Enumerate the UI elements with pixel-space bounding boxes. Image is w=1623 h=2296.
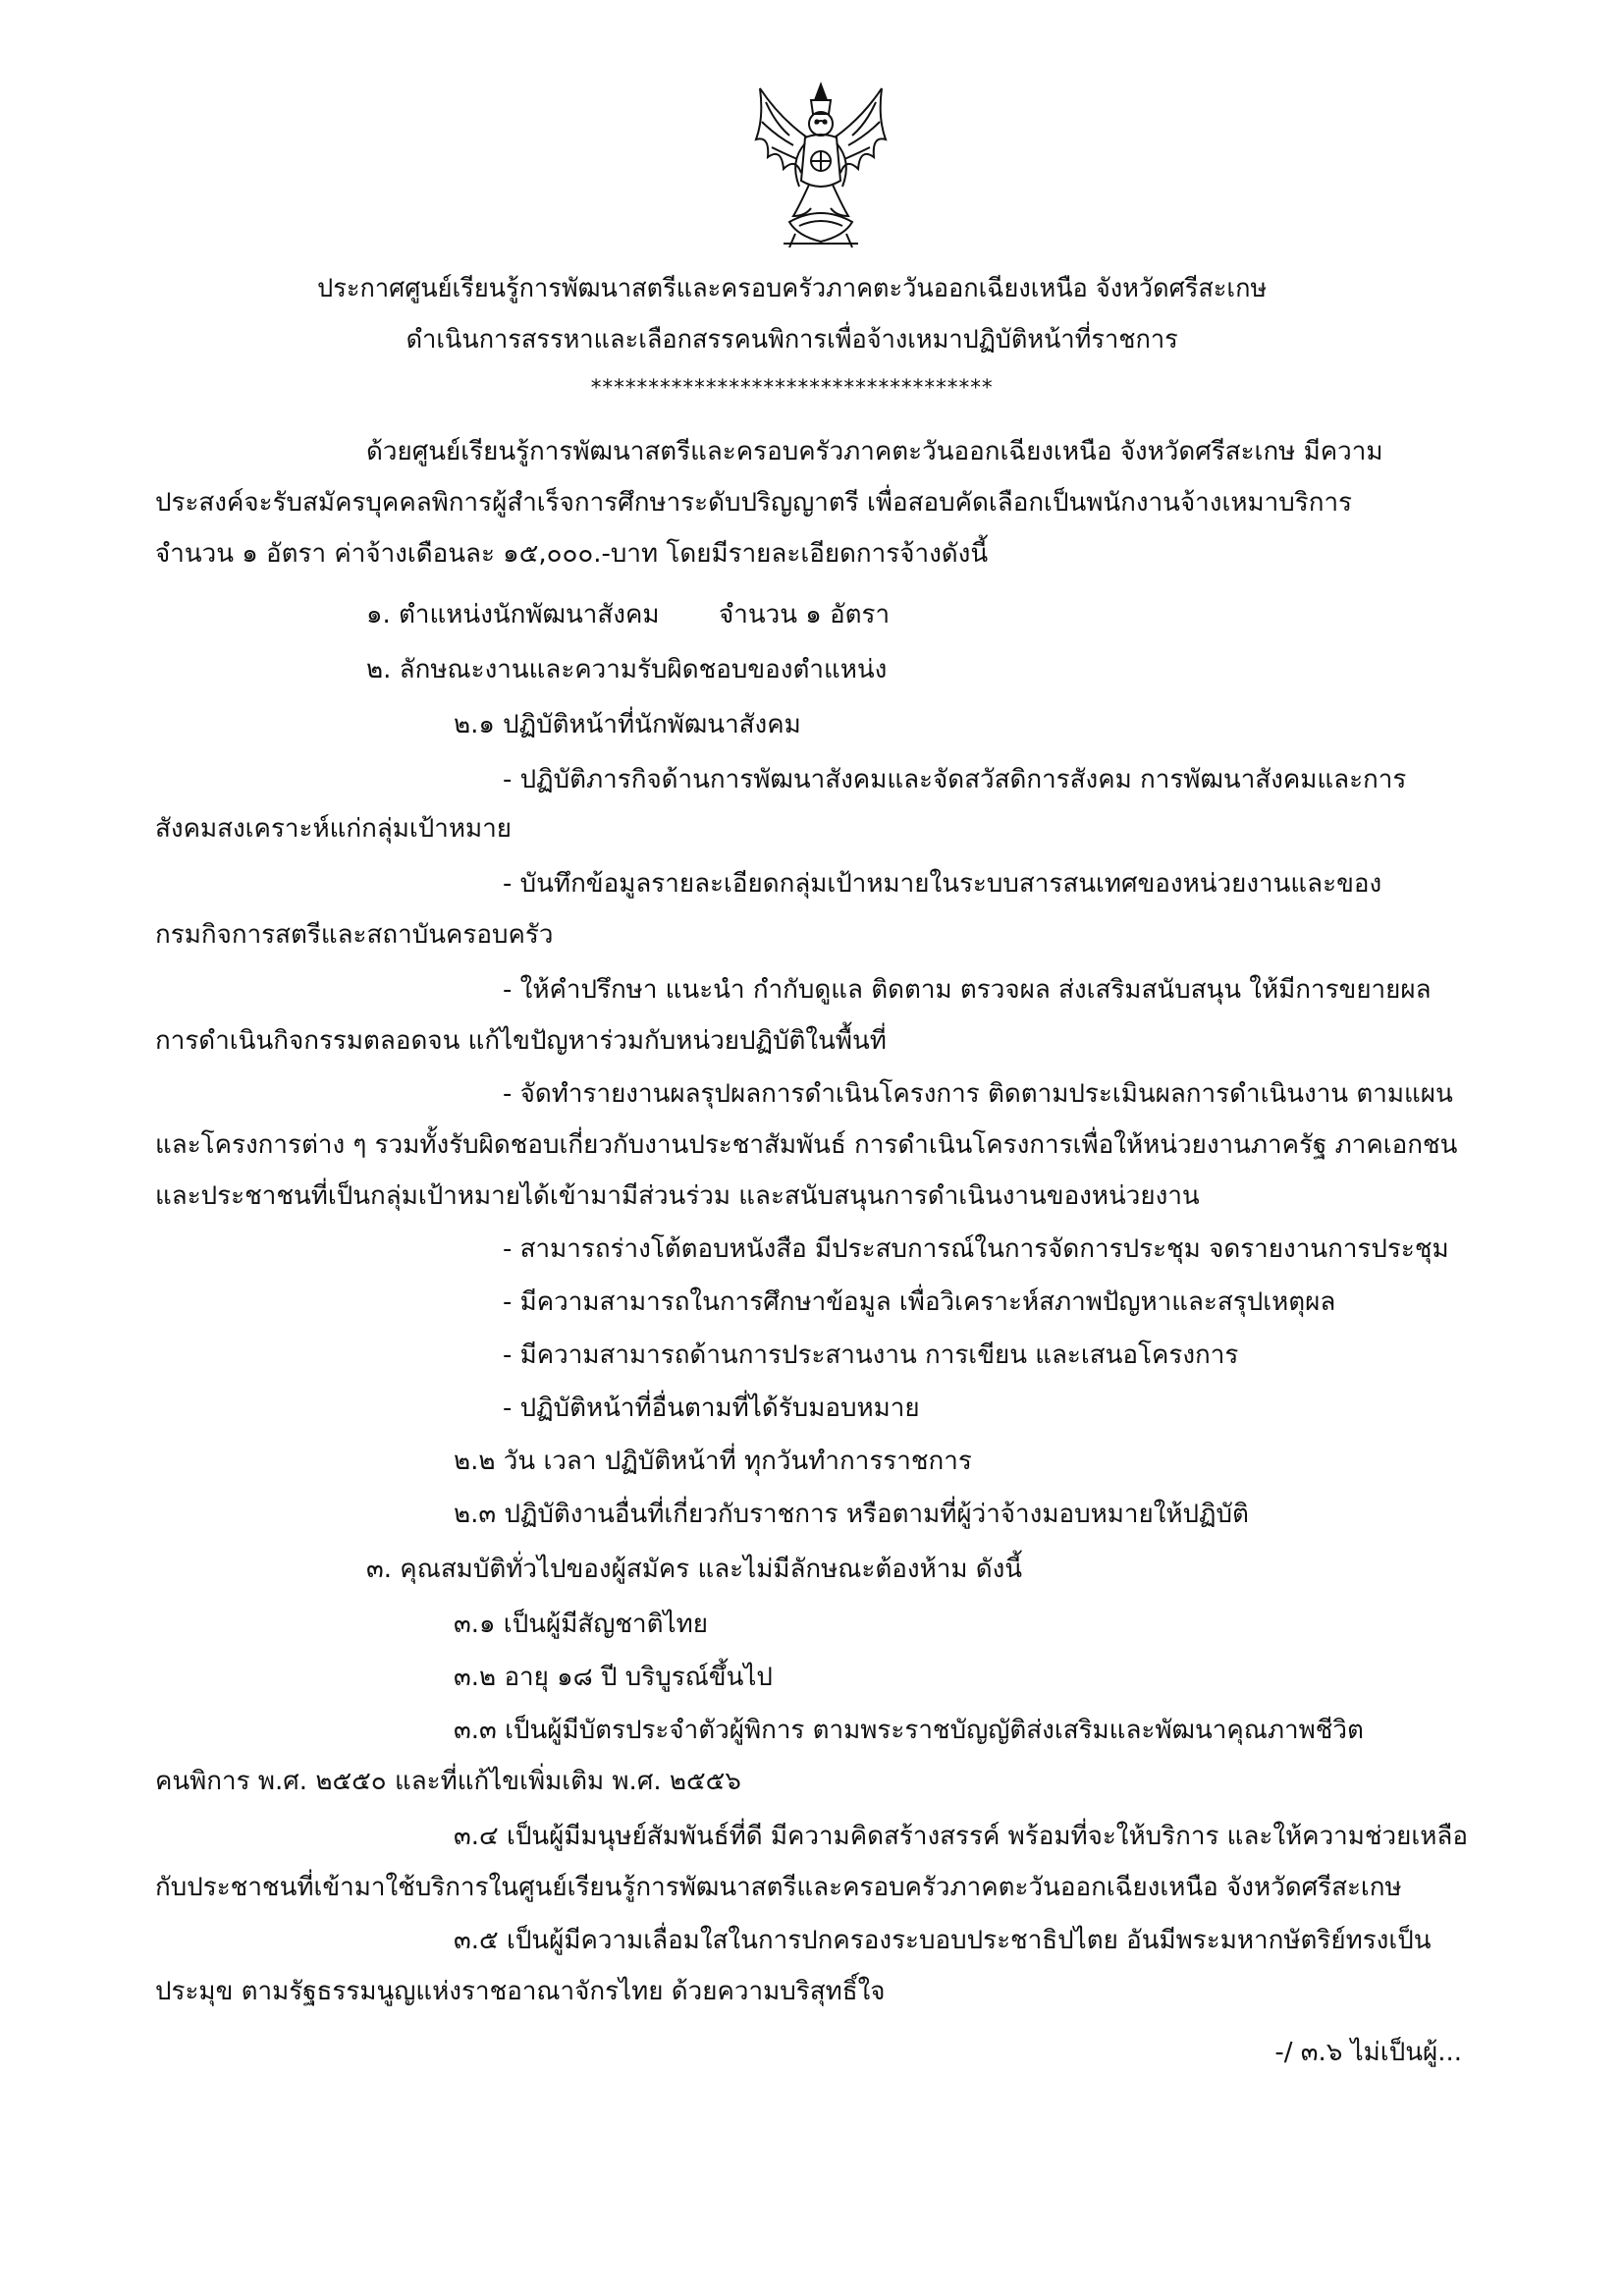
duty-1-line-2: สังคมสงเคราะห์แก่กลุ่มเป้าหมาย bbox=[155, 814, 513, 844]
section-1-position: ๑. ตำแหน่งนักพัฒนาสังคม bbox=[366, 600, 660, 629]
qualification-3-4-line-2: กับประชาชนที่เข้ามาใช้บริการในศูนย์เรียนรู้การพัฒนาสตรีและครอบครัวภาคตะวันออกเฉียงเหนือ จังหวัดศรีสะเกษ bbox=[155, 1873, 1402, 1902]
qualification-3-3-line-1: ๓.๓ เป็นผู้มีบัตรประจำตัวผู้พิการ ตามพระราชบัญญัติส่งเสริมและพัฒนาคุณภาพชีวิต bbox=[454, 1716, 1364, 1745]
section-2-3: ๒.๓ ปฏิบัติงานอื่นที่เกี่ยวกับราชการ หรือตามที่ผู้ว่าจ้างมอบหมายให้ปฏิบัติ bbox=[454, 1500, 1249, 1529]
section-2-1: ๒.๑ ปฏิบัติหน้าที่นักพัฒนาสังคม bbox=[454, 710, 801, 739]
header-title-line2: ดำเนินการสรรหาและเลือกสรรคนพิการเพื่อจ้างเหมาปฏิบัติหน้าที่ราชการ bbox=[406, 325, 1178, 355]
intro-line-3: จำนวน ๑ อัตรา ค่าจ้างเดือนละ ๑๕,๐๐๐.-บาท โดยมีรายละเอียดการจ้างดังนี้ bbox=[155, 539, 989, 569]
qualification-3-4-line-1: ๓.๔ เป็นผู้มีมนุษย์สัมพันธ์ที่ดี มีความคิดสร้างสรรค์ พร้อมที่จะให้บริการ และให้ความช่วยเหลือ bbox=[454, 1822, 1468, 1851]
duty-3-line-1: - ให้คำปรึกษา แนะนำ กำกับดูแล ติดตาม ตรวจผล ส่งเสริมสนับสนุน ให้มีการขยายผล bbox=[503, 975, 1432, 1005]
qualification-3-2: ๓.๒ อายุ ๑๘ ปี บริบูรณ์ขึ้นไป bbox=[454, 1663, 773, 1692]
duty-6: - มีความสามารถในการศึกษาข้อมูล เพื่อวิเคราะห์สภาพปัญหาและสรุปเหตุผล bbox=[503, 1287, 1336, 1317]
header-separator: *********************************** bbox=[590, 376, 994, 401]
qualification-3-5-line-1: ๓.๕ เป็นผู้มีความเลื่อมใสในการปกครองระบอบประชาธิปไตย อันมีพระมหากษัตริย์ทรงเป็น bbox=[454, 1926, 1432, 1955]
duty-8: - ปฏิบัติหน้าที่อื่นตามที่ได้รับมอบหมาย bbox=[503, 1394, 920, 1423]
section-3-title: ๓. คุณสมบัติทั่วไปของผู้สมัคร และไม่มีลักษณะต้องห้าม ดังนี้ bbox=[366, 1555, 1023, 1584]
duty-4-line-2: และโครงการต่าง ๆ รวมทั้งรับผิดชอบเกี่ยวกับงานประชาสัมพันธ์ การดำเนินโครงการเพื่อให้หน่วยงานภาครัฐ ภาคเอกชน bbox=[155, 1130, 1458, 1160]
section-2-title: ๒. ลักษณะงานและความรับผิดชอบของตำแหน่ง bbox=[366, 655, 888, 684]
section-2-2: ๒.๒ วัน เวลา ปฏิบัติหน้าที่ ทุกวันทำการราชการ bbox=[454, 1447, 972, 1476]
qualification-3-3-line-2: คนพิการ พ.ศ. ๒๕๕๐ และที่แก้ไขเพิ่มเติม พ.ศ. ๒๕๕๖ bbox=[155, 1767, 741, 1796]
duty-4-line-3: และประชาชนที่เป็นกลุ่มเป้าหมายได้เข้ามามีส่วนร่วม และสนับสนุนการดำเนินงานของหน่วยงาน bbox=[155, 1181, 1200, 1211]
duty-2-line-1: - บันทึกข้อมูลรายละเอียดกลุ่มเป้าหมายในระบบสารสนเทศของหน่วยงานและของ bbox=[503, 869, 1382, 899]
intro-line-1: ด้วยศูนย์เรียนรู้การพัฒนาสตรีและครอบครัวภาคตะวันออกเฉียงเหนือ จังหวัดศรีสะเกษ มีความ bbox=[366, 437, 1383, 466]
qualification-3-1: ๓.๑ เป็นผู้มีสัญชาติไทย bbox=[454, 1610, 708, 1639]
duty-7: - มีความสามารถด้านการประสานงาน การเขียน และเสนอโครงการ bbox=[503, 1340, 1239, 1370]
qualification-3-5-line-2: ประมุข ตามรัฐธรรมนูญแห่งราชอาณาจักรไทย ด้วยความบริสุทธิ์ใจ bbox=[155, 1977, 886, 2006]
continuation-note: -/ ๓.๖ ไม่เป็นผู้... bbox=[1274, 2038, 1462, 2067]
duty-3-line-2: การดำเนินกิจกรรมตลอดจน แก้ไขปัญหาร่วมกับหน่วยปฏิบัติในพื้นที่ bbox=[155, 1026, 887, 1056]
duty-4-line-1: - จัดทำรายงานผลรุปผลการดำเนินโครงการ ติดตามประเมินผลการดำเนินงาน ตามแผน bbox=[503, 1079, 1453, 1109]
section-1-count: จำนวน ๑ อัตรา bbox=[719, 600, 891, 629]
duty-2-line-2: กรมกิจการสตรีและสถาบันครอบครัว bbox=[155, 920, 554, 950]
header-title-line1: ประกาศศูนย์เรียนรู้การพัฒนาสตรีและครอบครัวภาคตะวันออกเฉียงเหนือ จังหวัดศรีสะเกษ bbox=[317, 274, 1268, 303]
duty-5: - สามารถร่างโต้ตอบหนังสือ มีประสบการณ์ในการจัดการประชุม จดรายงานการประชุม bbox=[503, 1234, 1449, 1264]
intro-line-2: ประสงค์จะรับสมัครบุคคลพิการผู้สำเร็จการศึกษาระดับปริญญาตรี เพื่อสอบคัดเลือกเป็นพนักงานจ้างเหมาบริการ bbox=[155, 488, 1353, 518]
garuda-emblem-icon bbox=[750, 79, 892, 255]
duty-1-line-1: - ปฏิบัติภารกิจด้านการพัฒนาสังคมและจัดสวัสดิการสังคม การพัฒนาสังคมและการ bbox=[503, 765, 1407, 794]
